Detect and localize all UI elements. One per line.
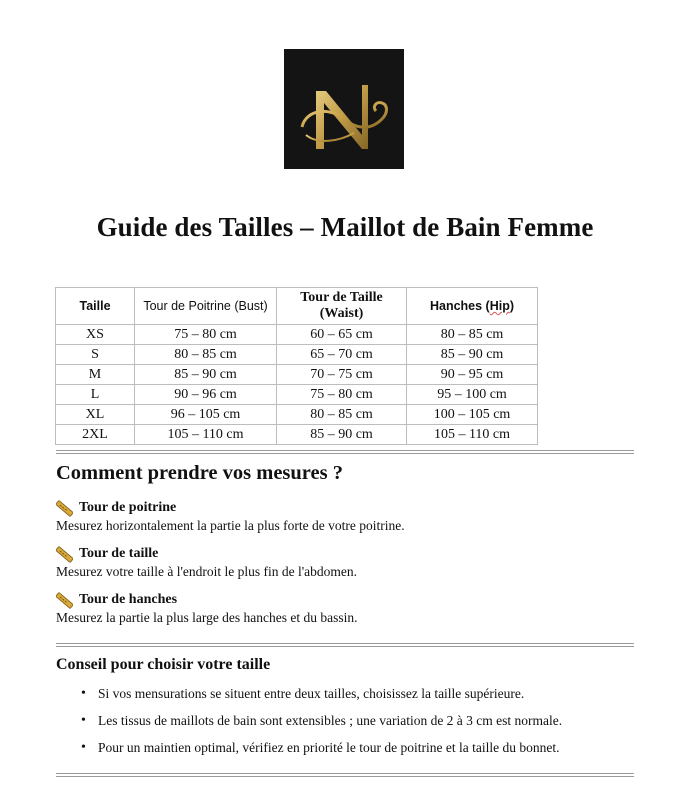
table-row (56, 365, 538, 385)
cell-waist: 60 – 65 cm (277, 325, 407, 345)
header-size: Taille (56, 288, 135, 325)
cell-waist: 75 – 80 cm (277, 385, 407, 405)
section-divider (56, 450, 634, 454)
measure-heading: Comment prendre vos mesures ? (56, 462, 343, 484)
table-row (56, 325, 538, 345)
cell-bust: 96 – 105 cm (135, 405, 277, 425)
section-divider (56, 643, 634, 647)
measure-item-text: Mesurez horizontalement la partie la plus forte de votre poitrine. (56, 518, 405, 533)
size-table-header-row (56, 288, 538, 325)
header-waist-line2: (Waist) (319, 306, 364, 321)
cell-size: S (56, 345, 135, 365)
table-row (56, 345, 538, 365)
header-hip (407, 288, 538, 325)
cell-hip: 80 – 85 cm (407, 325, 538, 345)
header-hip-word: Hip (489, 299, 510, 313)
cell-bust: 75 – 80 cm (135, 325, 277, 345)
list-item: • Pour un maintien optimal, vérifiez en priorité le tour de poitrine et la taille du bonnet. (56, 738, 562, 765)
cell-bust: 105 – 110 cm (135, 425, 277, 445)
ruler-icon (56, 546, 73, 563)
cell-hip: 90 – 95 cm (407, 365, 538, 385)
measure-item-text: Mesurez la partie la plus large des hanches et du bassin. (56, 610, 358, 625)
cell-bust: 80 – 85 cm (135, 345, 277, 365)
cell-bust: 85 – 90 cm (135, 365, 277, 385)
brand-logo (284, 49, 404, 169)
header-waist-line1: Tour de Taille (300, 290, 383, 305)
table-row (56, 385, 538, 405)
measure-item-hip (56, 591, 358, 626)
advice-list (56, 684, 562, 765)
measure-item-title: Tour de taille (79, 546, 159, 561)
measure-item-waist (56, 545, 357, 580)
table-row (56, 425, 538, 445)
header-waist (277, 288, 407, 325)
cell-size: XS (56, 325, 135, 345)
measure-item-bust (56, 499, 405, 534)
ruler-icon (56, 592, 73, 609)
cell-hip: 100 – 105 cm (407, 405, 538, 425)
cell-hip: 105 – 110 cm (407, 425, 538, 445)
cell-hip: 85 – 90 cm (407, 345, 538, 365)
cell-waist: 85 – 90 cm (277, 425, 407, 445)
cell-size: M (56, 365, 135, 385)
header-bust: Tour de Poitrine (Bust) (135, 288, 277, 325)
logo-monogram (284, 49, 404, 169)
cell-bust: 90 – 96 cm (135, 385, 277, 405)
measure-item-title: Tour de hanches (79, 592, 178, 607)
size-table (55, 287, 538, 445)
measure-item-title: Tour de poitrine (79, 500, 177, 515)
cell-waist: 65 – 70 cm (277, 345, 407, 365)
cell-size: L (56, 385, 135, 405)
table-row (56, 405, 538, 425)
cell-waist: 80 – 85 cm (277, 405, 407, 425)
advice-heading: Conseil pour choisir votre taille (56, 656, 271, 673)
section-divider (56, 773, 634, 777)
cell-size: XL (56, 405, 135, 425)
ruler-icon (56, 500, 73, 517)
cell-hip: 95 – 100 cm (407, 385, 538, 405)
list-item: • Les tissus de maillots de bain sont extensibles ; une variation de 2 à 3 cm est normale. (56, 711, 562, 738)
cell-waist: 70 – 75 cm (277, 365, 407, 385)
cell-size: 2XL (56, 425, 135, 445)
list-item: • Si vos mensurations se situent entre deux tailles, choisissez la taille supérieure. (56, 684, 562, 711)
measure-item-text: Mesurez votre taille à l'endroit le plus fin de l'abdomen. (56, 564, 358, 579)
page-title: Guide des Tailles – Maillot de Bain Femme (96, 212, 594, 242)
header-hip-suffix: ) (509, 299, 515, 313)
header-hip-prefix: Hanches ( (429, 299, 490, 313)
